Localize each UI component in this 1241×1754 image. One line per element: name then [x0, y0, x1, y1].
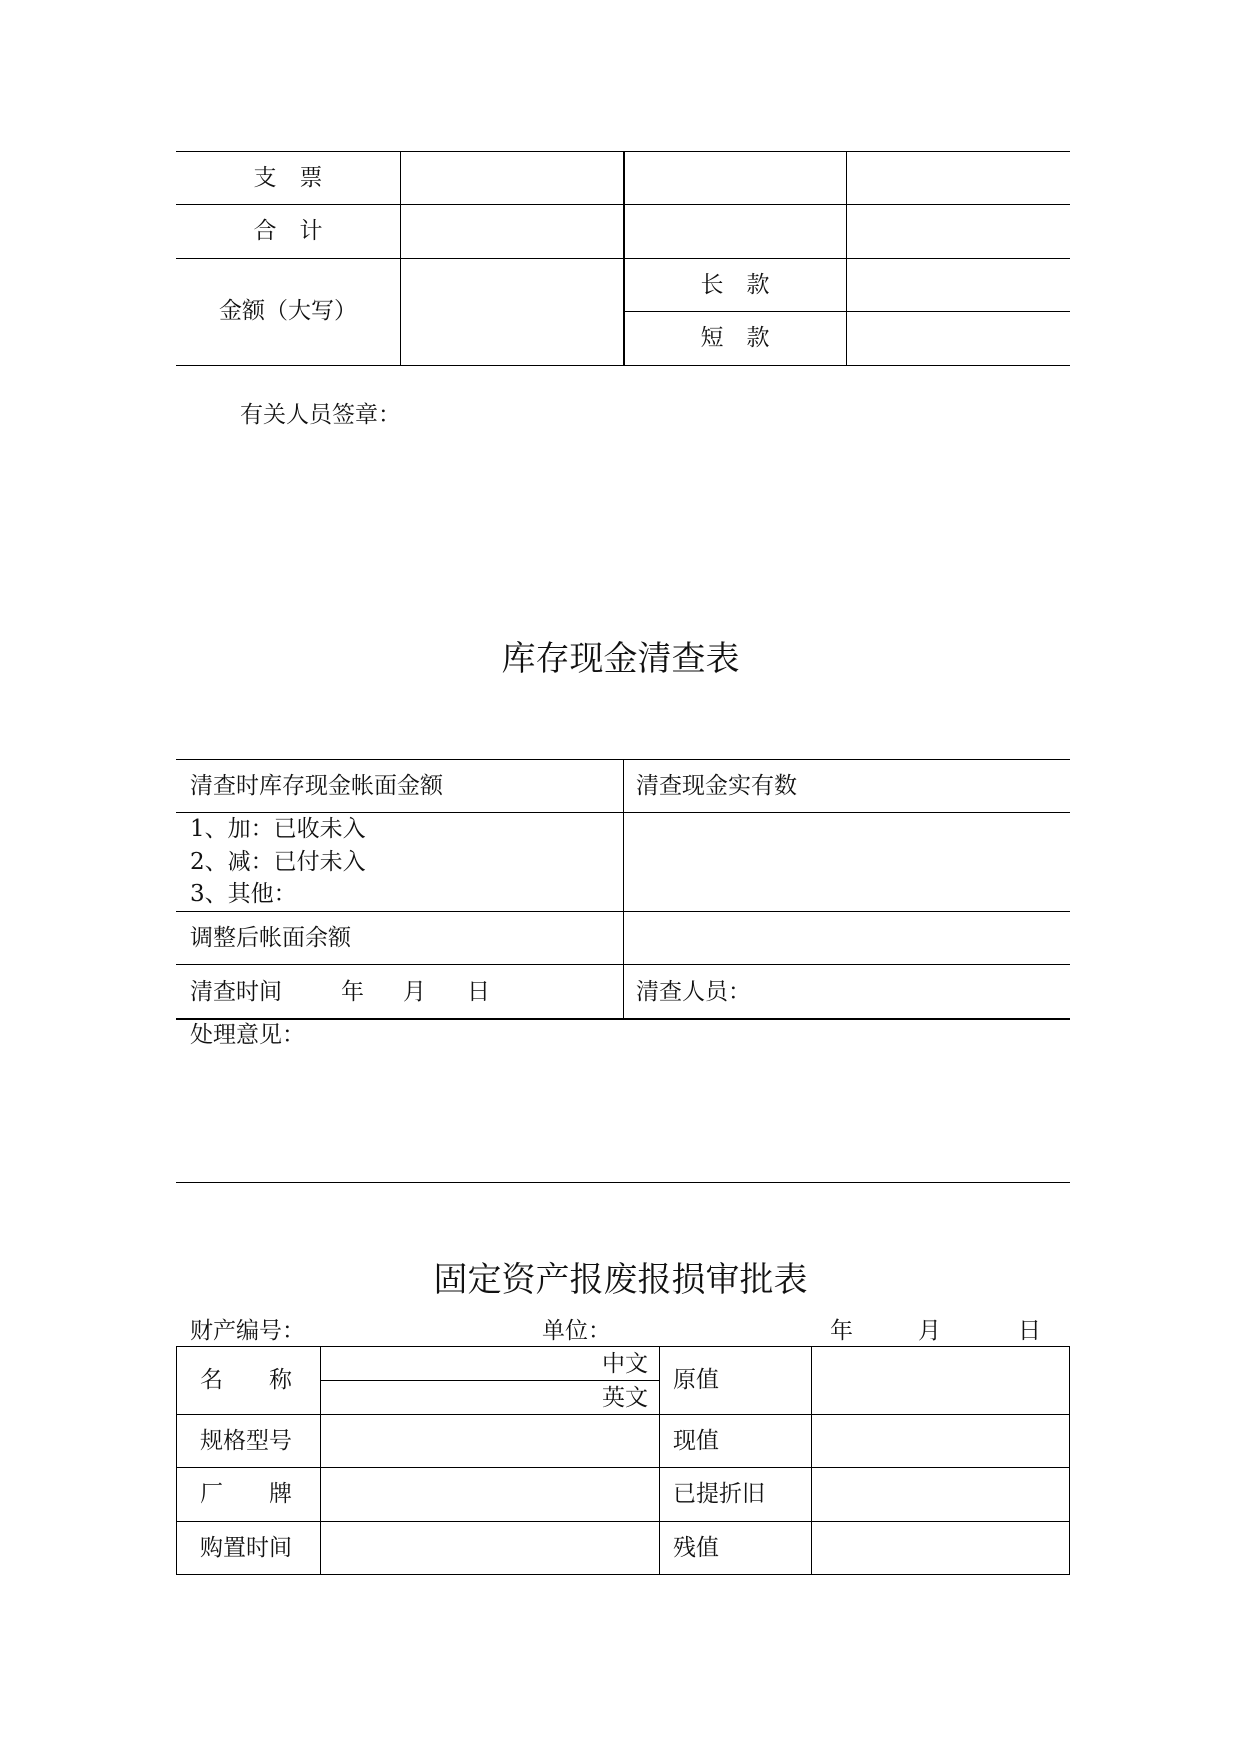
shortage-label: 短 款 — [700, 325, 770, 351]
table-line — [811, 1346, 812, 1575]
check-year: 年 — [341, 979, 364, 1005]
table-line — [320, 1346, 321, 1575]
signature-line: 有关人员签章： — [240, 402, 401, 428]
name-label: 名 称 — [200, 1367, 292, 1393]
overage-label: 长 款 — [700, 272, 770, 298]
table-line — [320, 1380, 659, 1381]
table-line — [176, 1467, 1070, 1468]
table-line — [176, 1182, 1070, 1183]
table-line — [176, 1018, 1070, 1020]
original-value-label: 原值 — [673, 1367, 719, 1393]
check-label: 支 票 — [253, 165, 323, 191]
checker-label: 清查人员： — [636, 979, 751, 1005]
table-line — [624, 311, 1070, 312]
property-no-label: 财产编号： — [190, 1318, 305, 1344]
depreciation-label: 已提折旧 — [673, 1481, 765, 1507]
current-value-label: 现值 — [673, 1428, 719, 1454]
purchase-time-label: 购置时间 — [200, 1535, 292, 1561]
name-chinese-label: 中文 — [602, 1351, 648, 1377]
adjustment-subtract: 2、减：已付未入 — [190, 849, 366, 875]
brand-label: 厂 牌 — [200, 1481, 292, 1507]
table-line — [176, 365, 1070, 366]
check-month: 月 — [403, 979, 426, 1005]
table-line — [659, 1346, 660, 1575]
table-line — [623, 759, 624, 1018]
book-balance-label: 清查时库存现金帐面金额 — [190, 773, 443, 799]
table-line — [176, 1521, 1070, 1522]
table-line — [176, 1414, 1070, 1415]
form-month: 月 — [918, 1318, 941, 1344]
amount-uppercase-label: 金额（大写） — [219, 298, 357, 324]
adjustment-add: 1、加：已收未入 — [190, 816, 366, 842]
form-day: 日 — [1018, 1318, 1041, 1344]
residual-value-label: 残值 — [673, 1535, 719, 1561]
name-english-label: 英文 — [602, 1385, 648, 1411]
unit-label: 单位： — [542, 1318, 611, 1344]
asset-form-title: 固定资产报废报损审批表 — [433, 1260, 808, 1300]
table-line — [846, 151, 847, 365]
total-label: 合 计 — [253, 218, 323, 244]
check-time-label: 清查时间 — [190, 979, 282, 1005]
form-year: 年 — [830, 1318, 853, 1344]
actual-cash-label: 清查现金实有数 — [636, 773, 797, 799]
cash-check-title: 库存现金清查表 — [501, 639, 740, 679]
spec-model-label: 规格型号 — [200, 1428, 292, 1454]
opinion-label: 处理意见： — [190, 1022, 305, 1048]
adjusted-balance-label: 调整后帐面余额 — [190, 925, 351, 951]
adjustment-other: 3、其他： — [190, 881, 297, 907]
check-day: 日 — [467, 979, 490, 1005]
table-line — [400, 151, 401, 365]
